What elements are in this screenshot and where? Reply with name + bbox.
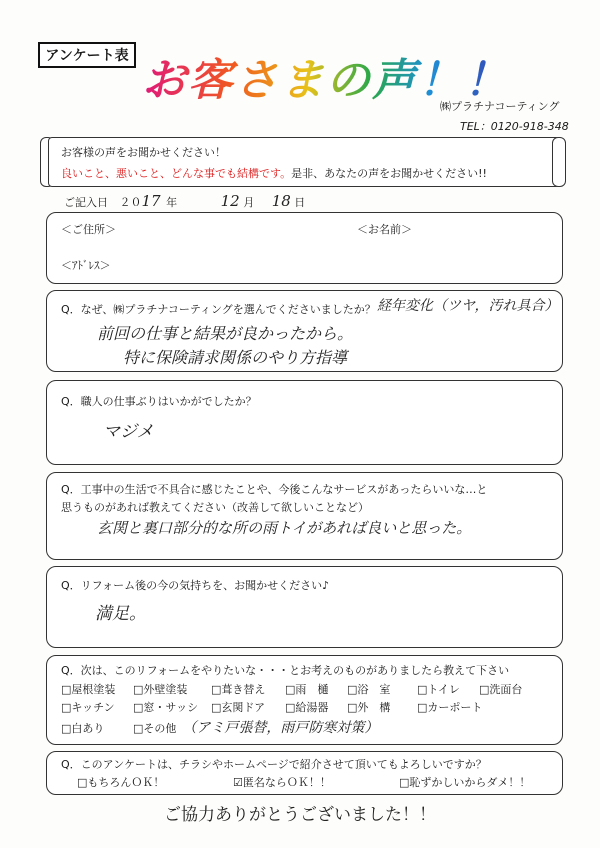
option-carport[interactable]: □カーポート [417,701,483,714]
option-washstand[interactable]: □洗面台 [479,683,523,696]
option-other[interactable]: □その他 [133,722,177,735]
question-improvement [46,472,563,560]
thank-you-message: ご協力ありがとうございました！！ [164,805,436,825]
company-name: ㈱プラチナコーティング [440,100,560,113]
answer-text: マジメ [103,422,154,442]
date-year-prefix: ２０ [119,196,142,209]
answer-note: 経年変化（ツヤ，汚れ具合） [377,298,559,314]
option-gutter[interactable]: □雨 樋 [285,683,329,696]
option-water-heater[interactable]: □給湯器 [285,701,329,714]
question-next-reform [46,655,563,745]
checkbox-row-2 [61,699,488,715]
checkbox-row-3 [61,717,378,737]
permission-options [77,774,536,790]
date-month-label: 月 [243,196,255,209]
answer-line1: 前回の仕事と結果が良かったから。 [97,324,354,343]
option-roof-paint[interactable]: □屋根塗装 [61,683,116,696]
answer-text: 満足。 [95,604,146,624]
banner-line2 [61,165,487,181]
option-kitchen[interactable]: □キッチン [61,701,115,714]
answer-text: 玄関と裏口部分的な所の雨トイがあれば良いと思った。 [97,519,472,537]
question-text: Q．リフォーム後の今の気持ちを、お聞かせください♪ [61,579,330,592]
question-feelings [46,566,563,648]
question-line1: Q．工事中の生活で不具合に感じたことや、今後こんなサービスがあったらいいな…と [61,483,488,496]
option-anonymous[interactable]: ☑匿名ならＯＫ！！ [233,776,331,789]
address-label: ＜ご住所＞ [61,223,116,236]
question-text: Q．このアンケートは、チラシやホームページで紹介させて頂いてもよろしいですか？ [61,758,487,771]
question-text: Q．なぜ、㈱プラチナコーティングを選んでくださいましたか？ [61,303,376,316]
company-tel: TEL：0120-918-348 [460,120,569,133]
option-no[interactable]: □恥ずかしいからダメ！！ [399,776,531,789]
scroll-right-end [552,137,566,187]
page-title: お客さまの声！！ [142,44,510,108]
option-toilet[interactable]: □トイレ [417,683,460,696]
question-permission [46,751,563,795]
other-answer: （アミ戸張替，雨戸防寒対策） [182,720,379,736]
address-section [46,212,563,284]
option-wall-paint[interactable]: □外壁塗装 [133,683,188,696]
date-month-value: 12 [220,192,240,210]
questionnaire-tag: アンケート表 [38,42,136,68]
date-day-value: 18 [271,192,291,210]
question-text: Q．次は、このリフォームをやりたいな・・・とお考えのものがありましたら教えて下さい [61,664,510,677]
option-exterior[interactable]: □外 構 [347,701,391,714]
option-entrance-door[interactable]: □玄関ドア [211,701,266,714]
option-yes[interactable]: □もちろんＯＫ！ [77,776,165,789]
option-bathroom[interactable]: □浴 室 [347,683,391,696]
name-label: ＜お名前＞ [357,223,412,236]
option-window-sash[interactable]: □窓・サッシ [133,701,199,714]
question-why-choose [46,290,563,372]
date-year-value: 17 [141,192,161,210]
banner-rest-text: 是非、あなたの声をお聞かせください!! [291,167,487,180]
entry-date [64,192,305,210]
date-label: ご記入日 [64,196,108,209]
answer-line2: 特に保険請求関係のやり方指導 [123,348,348,367]
date-year-label: 年 [166,196,178,209]
banner-line1: お客様の声をお聞かせください！ [61,146,226,159]
intro-banner [48,137,560,187]
question-craftsman [46,380,563,465]
option-termite[interactable]: □白あり [61,722,105,735]
date-day-label: 日 [294,196,306,209]
question-line2: 思うものがあれば教えてください（改善して欲しいことなど） [61,501,369,514]
address-kana-label: ＜ｱﾄﾞﾚｽ＞ [61,259,111,272]
checkbox-row-1 [61,681,528,697]
question-text: Q．職人の仕事ぶりはいかがでしたか？ [61,395,257,408]
option-reroof[interactable]: □葺き替え [211,683,266,696]
banner-red-text: 良いこと、悪いこと、どんな事でも結構です。 [61,167,292,180]
